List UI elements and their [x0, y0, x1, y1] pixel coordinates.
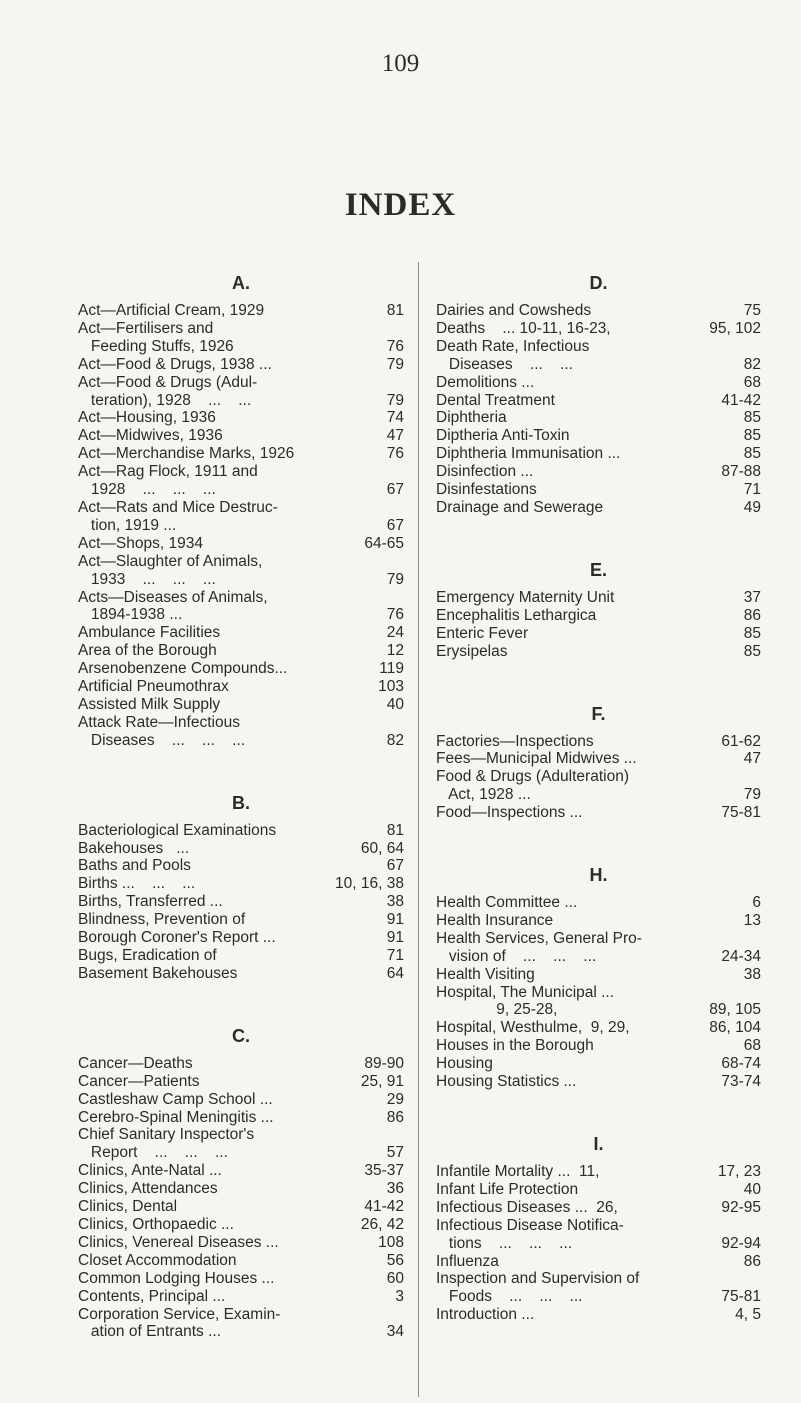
index-entry: [78, 624, 404, 642]
index-entry: [78, 463, 404, 499]
index-entry-pages: 24: [386, 624, 404, 642]
index-entry-label: Acts—Diseases of Animals, 1894-1938 ...: [78, 588, 268, 624]
index-entry: [78, 1234, 404, 1252]
index-entry: [78, 642, 404, 660]
index-entry-pages: 74: [386, 409, 404, 427]
index-entry: [78, 1270, 404, 1288]
index-entry-label: Infantile Mortality ... 11,: [436, 1163, 600, 1180]
index-entry-pages: 85: [743, 642, 761, 660]
index-entry-pages: 67: [386, 516, 404, 534]
index-entry-label: Diptheria Anti-Toxin: [436, 427, 570, 445]
index-entry-label: Common Lodging Houses ...: [78, 1269, 275, 1287]
index-entry: [78, 553, 404, 589]
index-entry-label: Cancer—Deaths: [78, 1054, 193, 1072]
index-entry-pages: 81: [386, 302, 404, 319]
index-entry: [78, 535, 404, 553]
index-entry-label: Emergency Maternity Unit: [436, 588, 615, 606]
index-entry-label: Assisted Milk Supply: [78, 695, 221, 713]
index-entry-pages: 91: [386, 911, 404, 929]
section-h: [436, 864, 761, 1091]
index-entry-pages: 34: [386, 1323, 404, 1341]
index-entry-label: Health Services, General Pro- vision of ... ... ...: [436, 929, 642, 965]
index-entry: [436, 912, 761, 930]
index-entry-pages: 95, 102: [709, 319, 761, 337]
index-entry-label: Infectious Diseases ... 26,: [436, 1198, 618, 1216]
index-entry: [78, 678, 404, 696]
index-entry-label: Diphtheria: [436, 409, 507, 427]
index-entry: [436, 392, 761, 410]
index-entry: [78, 1180, 404, 1198]
index-entry-label: Clinics, Ante-Natal ...: [78, 1162, 222, 1180]
index-entry-label: Clinics, Orthopaedic ...: [78, 1215, 234, 1233]
section-i: [436, 1133, 761, 1324]
index-entry-label: Borough Coroner's Report ...: [78, 929, 276, 947]
index-entry: [436, 930, 761, 966]
index-entry-pages: 68: [743, 373, 761, 391]
index-entry-label: Act—Rats and Mice Destruc- tion, 1919 ...: [78, 498, 278, 534]
index-entry-pages: 47: [743, 750, 761, 768]
index-entry-pages: 37: [743, 588, 761, 606]
index-entry-label: Factories—Inspections: [436, 732, 594, 750]
index-entry: [78, 660, 404, 678]
index-entry-label: Act—Merchandise Marks, 1926: [78, 445, 295, 463]
index-entry: [436, 1199, 761, 1217]
index-entry-label: Diphtheria Immunisation ...: [436, 445, 621, 463]
index-entry-pages: 61-62: [721, 732, 761, 750]
index-entry: [436, 1181, 761, 1199]
index-entry: [78, 302, 404, 320]
section-letter-h: H.: [589, 865, 608, 886]
index-entry-pages: 79: [386, 570, 404, 588]
index-entry-label: Infectious Disease Notifica- tions ... ... ...: [436, 1216, 624, 1252]
section-letter-i: I.: [593, 1134, 604, 1154]
index-entry-label: Act—Food & Drugs (Adul- teration), 1928 ... ...: [78, 373, 258, 409]
index-entry-label: Act—Artificial Cream, 1929: [78, 302, 265, 319]
section-f: [436, 703, 761, 823]
index-entry-label: Act—Slaughter of Animals, 1933 ... ... ...: [78, 552, 263, 588]
index-entry-pages: 67: [386, 857, 404, 875]
index-entry: [78, 356, 404, 374]
index-entry-pages: 57: [386, 1144, 404, 1162]
index-entry-pages: 86: [386, 1108, 404, 1126]
index-entry-label: Health Committee ...: [436, 894, 578, 912]
index-entry: [78, 320, 404, 356]
index-entry-pages: 73-74: [721, 1073, 761, 1091]
index-entry: [78, 822, 404, 840]
index-entry-label: Area of the Borough: [78, 642, 217, 660]
index-entry-label: Ambulance Facilities: [78, 624, 221, 642]
index-entry: [436, 607, 761, 625]
index-entry-label: Baths and Pools: [78, 857, 191, 875]
index-entry-pages: 108: [378, 1233, 404, 1251]
index-entry-label: Blindness, Prevention of: [78, 911, 246, 929]
index-entry-pages: 82: [386, 731, 404, 749]
index-entry: [436, 1270, 761, 1306]
index-entry: [436, 625, 761, 643]
index-entry-pages: 38: [743, 965, 761, 983]
index-entry: [78, 374, 404, 410]
section-letter-b: B.: [232, 792, 250, 813]
index-entry-pages: 76: [386, 445, 404, 463]
index-entry: [436, 374, 761, 392]
index-entry-pages: 75: [743, 302, 761, 319]
index-entry-label: Deaths ... 10-11, 16-23,: [436, 319, 611, 337]
index-entry-pages: 41-42: [364, 1198, 404, 1216]
index-entry: [436, 750, 761, 768]
section-c-entries: [78, 1055, 404, 1342]
index-entry-label: Food & Drugs (Adulteration) Act, 1928 ...: [436, 768, 629, 804]
index-entry-pages: 76: [386, 337, 404, 355]
index-entry: [78, 1109, 404, 1127]
index-entry-pages: 86, 104: [709, 1019, 761, 1037]
index-entry-pages: 91: [386, 929, 404, 947]
section-b-entries: [78, 822, 404, 983]
index-entry: [436, 1217, 761, 1253]
index-entry-pages: 82: [743, 355, 761, 373]
index-entry-label: Enteric Fever: [436, 624, 529, 642]
index-entry-pages: 79: [386, 355, 404, 373]
index-entry: [436, 589, 761, 607]
index-entry-label: Act—Fertilisers and Feeding Stuffs, 1926: [78, 319, 234, 355]
column-divider: [418, 262, 419, 1397]
index-entry: [436, 804, 761, 822]
index-entry: [78, 499, 404, 535]
index-entry-pages: 10, 16, 38: [335, 875, 404, 893]
index-entry: [78, 714, 404, 750]
index-entry-pages: 26, 42: [360, 1215, 404, 1233]
index-entry-label: Births ... ... ...: [78, 875, 196, 893]
index-entry-pages: 25, 91: [360, 1072, 404, 1090]
section-i-entries: [436, 1163, 761, 1324]
section-e: [436, 559, 761, 661]
index-entry-pages: 56: [386, 1251, 404, 1269]
index-entry: [78, 875, 404, 893]
index-entry-label: Housing: [436, 1055, 493, 1073]
index-entry: [78, 911, 404, 929]
index-entry-pages: 3: [395, 1287, 404, 1305]
index-entry-label: Act—Housing, 1936: [78, 409, 216, 427]
index-entry-pages: 60, 64: [360, 839, 404, 857]
right-column: [436, 272, 761, 1324]
index-entry: [78, 1073, 404, 1091]
index-entry-label: Clinics, Venereal Diseases ...: [78, 1233, 279, 1251]
index-entry-pages: 35-37: [364, 1162, 404, 1180]
index-entry: [78, 1306, 404, 1342]
index-entry: [78, 1252, 404, 1270]
index-entry: [436, 463, 761, 481]
index-entry: [436, 1253, 761, 1271]
section-a-entries: [78, 302, 404, 750]
index-entry-label: Disinfection ...: [436, 463, 534, 481]
index-entry: [436, 427, 761, 445]
index-entry: [78, 893, 404, 911]
index-entry-label: Basement Bakehouses: [78, 964, 238, 982]
index-entry: [78, 589, 404, 625]
index-entry-label: Attack Rate—Infectious Diseases ... ... ...: [78, 713, 246, 749]
index-entry: [436, 1073, 761, 1091]
index-entry: [436, 1019, 761, 1037]
index-entry-label: Corporation Service, Examin- ation of Entrants ...: [78, 1305, 281, 1341]
index-entry: [78, 929, 404, 947]
index-entry-label: Erysipelas: [436, 642, 508, 660]
section-d-entries: [436, 302, 761, 517]
index-entry-label: Clinics, Attendances: [78, 1180, 218, 1198]
index-entry-pages: 68-74: [721, 1055, 761, 1073]
index-entry-pages: 75-81: [721, 1288, 761, 1306]
index-entry-pages: 119: [379, 660, 404, 678]
index-entry: [436, 481, 761, 499]
index-entry-label: Clinics, Dental: [78, 1198, 178, 1216]
index-entry-label: Act—Food & Drugs, 1938 ...: [78, 355, 272, 373]
index-entry-pages: 24-34: [721, 947, 761, 965]
index-entry: [436, 984, 761, 1020]
index-entry-pages: 85: [743, 445, 761, 463]
index-entry: [78, 1091, 404, 1109]
index-entry-pages: 86: [743, 606, 761, 624]
index-entry-pages: 85: [743, 624, 761, 642]
index-entry: [436, 733, 761, 751]
index-entry-pages: 17, 23: [717, 1163, 761, 1180]
index-entry-pages: 86: [743, 1252, 761, 1270]
page-title: INDEX: [344, 187, 457, 223]
index-entry: [436, 320, 761, 338]
index-entry: [436, 1055, 761, 1073]
index-entry-pages: 68: [743, 1037, 761, 1055]
index-entry-label: Bakehouses ...: [78, 839, 190, 857]
index-entry: [436, 643, 761, 661]
index-entry-pages: 92-94: [721, 1234, 761, 1252]
section-letter-c: C.: [232, 1025, 250, 1046]
index-entry-label: Act—Midwives, 1936: [78, 427, 223, 445]
index-entry-label: Artificial Pneumothrax: [78, 678, 229, 696]
index-entry-label: Act—Shops, 1934: [78, 534, 203, 552]
index-entry: [436, 966, 761, 984]
index-entry-label: Housing Statistics ...: [436, 1073, 577, 1091]
index-entry-label: Introduction ...: [436, 1306, 535, 1324]
index-entry-pages: 89, 105: [709, 1001, 761, 1019]
section-b: [78, 792, 404, 983]
index-entry-label: Bugs, Eradication of: [78, 947, 217, 964]
index-entry-pages: 92-95: [721, 1198, 761, 1216]
left-column: [78, 272, 404, 1341]
index-entry-label: Contents, Principal ...: [78, 1287, 226, 1305]
index-entry-pages: 89-90: [364, 1054, 404, 1072]
index-entry: [78, 1162, 404, 1180]
index-entry-pages: 36: [386, 1180, 404, 1198]
index-entry-pages: 4, 5: [735, 1306, 761, 1324]
index-entry-label: Cancer—Patients: [78, 1072, 200, 1090]
index-entry: [78, 1288, 404, 1306]
section-e-entries: [436, 589, 761, 661]
index-entry-pages: 79: [743, 786, 761, 804]
index-entry: [436, 302, 761, 320]
index-entry-label: Influenza: [436, 1252, 499, 1270]
index-entry-label: Infant Life Protection: [436, 1180, 579, 1198]
index-entry: [78, 1126, 404, 1162]
index-entry-label: Drainage and Sewerage: [436, 498, 604, 516]
index-entry-label: Dairies and Cowsheds: [436, 302, 592, 319]
index-entry: [436, 768, 761, 804]
section-f-entries: [436, 733, 761, 823]
section-h-entries: [436, 894, 761, 1091]
index-entry-label: Encephalitis Lethargica: [436, 606, 597, 624]
index-entry-label: Food—Inspections ...: [436, 804, 583, 822]
index-entry: [78, 1216, 404, 1234]
index-entry-label: Births, Transferred ...: [78, 893, 223, 911]
index-entry: [78, 409, 404, 427]
index-entry-pages: 75-81: [721, 804, 761, 822]
section-a: [78, 272, 404, 750]
index-entry-label: Disinfestations: [436, 481, 537, 499]
index-entry-pages: 79: [386, 391, 404, 409]
section-letter-e: E.: [589, 559, 607, 580]
index-entry-pages: 49: [743, 498, 761, 516]
index-entry: [436, 1037, 761, 1055]
index-entry: [436, 1163, 761, 1181]
page-number: 109: [381, 50, 420, 77]
index-entry: [436, 409, 761, 427]
index-entry-label: Inspection and Supervision of Foods ... ... ...: [436, 1270, 640, 1306]
index-entry-pages: 64-65: [364, 534, 404, 552]
index-entry-pages: 38: [386, 893, 404, 911]
index-entry: [78, 445, 404, 463]
index-entry-label: Hospital, Westhulme, 9, 29,: [436, 1019, 630, 1037]
index-entry: [78, 1198, 404, 1216]
index-entry-pages: 47: [386, 427, 404, 445]
section-c: [78, 1025, 404, 1342]
index-entry: [436, 445, 761, 463]
index-entry-pages: 64: [386, 964, 404, 982]
section-letter-d: D.: [589, 273, 608, 293]
index-entry-pages: 13: [743, 911, 761, 929]
index-entry-label: Closet Accommodation: [78, 1251, 237, 1269]
index-entry-label: Health Visiting: [436, 965, 535, 983]
section-letter-a: A.: [232, 273, 250, 293]
section-d: [436, 272, 761, 517]
index-entry: [436, 1306, 761, 1324]
index-entry-label: Death Rate, Infectious Diseases ... ...: [436, 337, 590, 373]
index-entry-label: Dental Treatment: [436, 391, 555, 409]
index-entry-label: Arsenobenzene Compounds...: [78, 660, 288, 678]
index-entry-pages: 40: [743, 1180, 761, 1198]
index-entry: [78, 965, 404, 983]
index-entry-pages: 103: [378, 678, 404, 696]
index-entry: [436, 499, 761, 517]
index-entry: [78, 840, 404, 858]
index-entry: [78, 696, 404, 714]
index-entry-label: Bacteriological Examinations: [78, 821, 277, 839]
index-entry-label: Houses in the Borough: [436, 1037, 594, 1055]
index-entry-pages: 71: [386, 947, 404, 964]
index-entry-label: Fees—Municipal Midwives ...: [436, 750, 637, 768]
index-entry-label: Act—Rag Flock, 1911 and 1928 ... ... ...: [78, 463, 258, 499]
index-entry-pages: 41-42: [721, 391, 761, 409]
index-entry-pages: 81: [386, 821, 404, 839]
index-entry: [78, 947, 404, 965]
index-entry-pages: 85: [743, 427, 761, 445]
index-entry-pages: 76: [386, 606, 404, 624]
index-entry-label: Cerebro-Spinal Meningitis ...: [78, 1108, 274, 1126]
index-entry-pages: 87-88: [721, 463, 761, 481]
index-entry-label: Health Insurance: [436, 911, 554, 929]
index-entry-label: Chief Sanitary Inspector's Report ... ... ...: [78, 1126, 255, 1162]
index-entry-pages: 6: [752, 894, 761, 912]
index-entry: [436, 338, 761, 374]
index-entry: [78, 1055, 404, 1073]
section-letter-f: F.: [591, 703, 606, 724]
index-entry-label: Demolitions ...: [436, 373, 535, 391]
index-entry: [78, 857, 404, 875]
index-entry-pages: 12: [386, 642, 404, 660]
index-entry-pages: 60: [386, 1269, 404, 1287]
index-entry-pages: 71: [743, 481, 761, 499]
index-entry-pages: 85: [743, 409, 761, 427]
index-entry-label: Hospital, The Municipal ... 9, 25-28,: [436, 983, 615, 1019]
index-entry-pages: 40: [386, 695, 404, 713]
index-entry: [78, 427, 404, 445]
index-entry-label: Castleshaw Camp School ...: [78, 1090, 273, 1108]
index-entry-pages: 29: [386, 1090, 404, 1108]
index-entry: [436, 894, 761, 912]
index-entry-pages: 67: [386, 481, 404, 499]
